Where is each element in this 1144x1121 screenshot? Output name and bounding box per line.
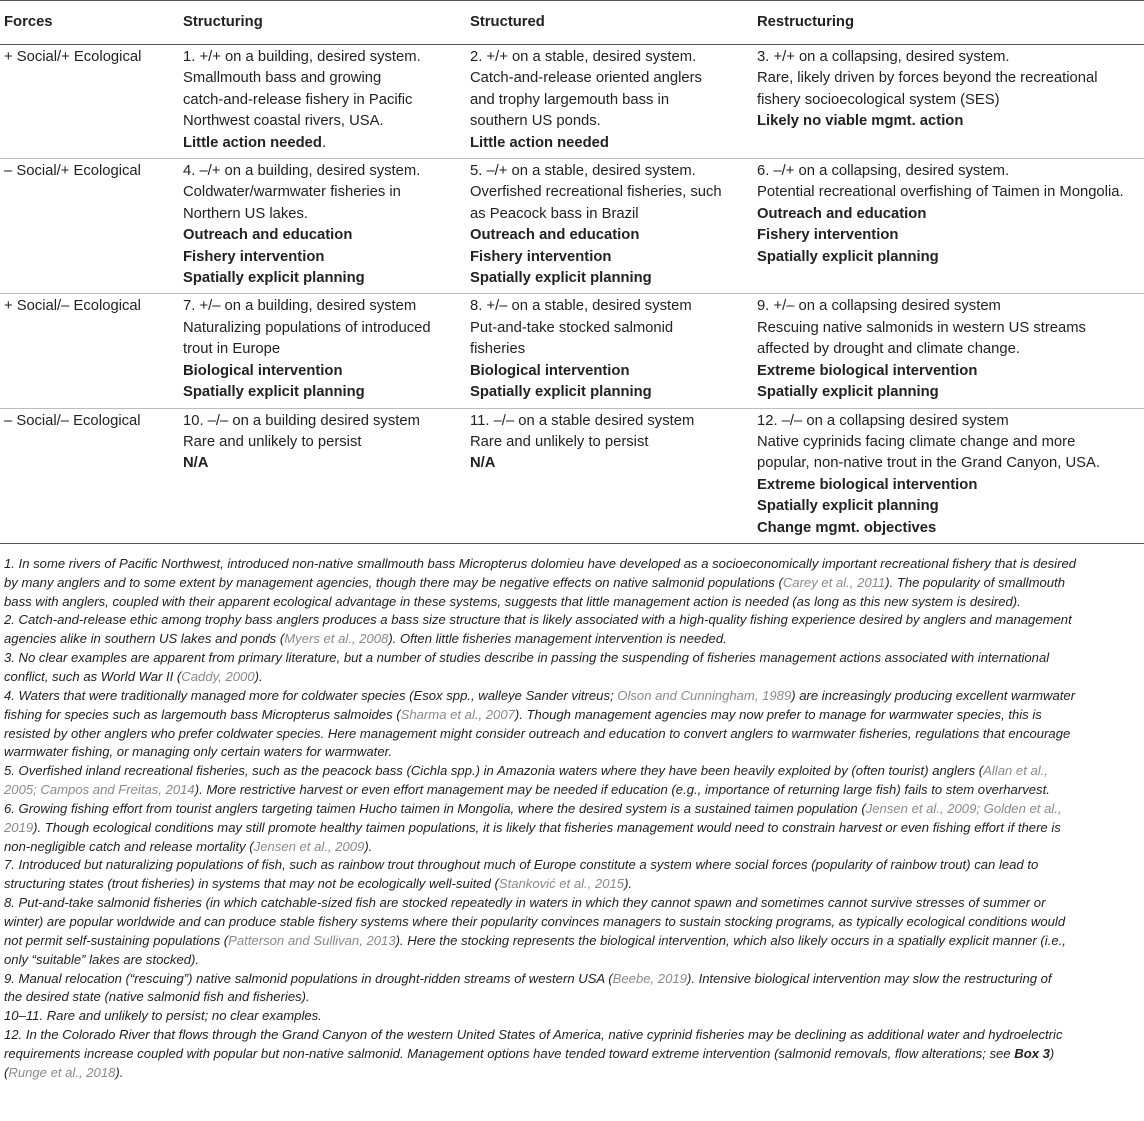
citation-link[interactable]: Olson and Cunningham, 1989 (617, 687, 792, 703)
management-action: Outreach and education (183, 227, 353, 244)
scenario-cell (183, 159, 470, 294)
scenario-text: 1. +/+ on a building, desired system. (183, 49, 421, 65)
header-forces: Forces (4, 13, 53, 30)
header-structuring: Structuring (183, 13, 263, 30)
scenario-text: 5. –/+ on a stable, desired system. (470, 163, 696, 180)
citation-link[interactable]: Allan et al., (983, 763, 1048, 779)
citation-link[interactable]: Sharma et al., 2007 (400, 706, 515, 722)
table-row (0, 294, 1144, 408)
scenario-text: as Peacock bass in Brazil (470, 205, 639, 222)
management-action: Outreach and education (757, 205, 927, 222)
scenario-cell (470, 408, 757, 543)
footnote: 8. Put-and-take salmonid fisheries (in which catchable-sized fish are stocked repeatedly in waters in which they cannot spawn and sometimes cannot survive stresses of summer or winter) are popular worldwide and can produce stable fishery systems where their popularity convinces managers to sustain stocking programs, as typically ecological conditions would not permit self-sustaining populations (Patterson and Sullivan, 2013). Here the stocking represents the biological intervention, which also likely occurs in a spatially explicit manner (i.e., only “suitable” lakes are stocked). (4, 895, 1066, 967)
scenario-text: 12. –/– on a collapsing desired system (757, 412, 1009, 429)
citation-link[interactable]: Stanković et al., 2015 (498, 876, 625, 892)
scenario-cell (183, 408, 470, 543)
scenario-text: Native cyprinids facing climate change and more (757, 433, 1076, 450)
scenario-cell (470, 45, 757, 159)
citation-link[interactable]: Jensen et al., 2009 (253, 838, 365, 854)
scenario-text: Northern US lakes. (183, 205, 309, 222)
scenario-text: Catch-and-release oriented anglers (470, 70, 702, 87)
management-action: Biological intervention (183, 362, 343, 379)
footnote: 12. In the Colorado River that flows through the Grand Canyon of the western United States of America, native cyprinid fisheries may be declining as additional water and hydroelectric requirements increase coupled with popular but non-native salmonid. Management options have tended toward extreme intervention (salmonid removals, flow alterations; see Box 3) (Runge et al., 2018). (4, 1027, 1063, 1080)
scenario-text: 9. +/– on a collapsing desired system (757, 298, 1001, 315)
management-action: Spatially explicit planning (183, 270, 365, 287)
management-action: Extreme biological intervention (757, 362, 978, 379)
management-action: N/A (183, 455, 209, 472)
scenario-text: Coldwater/warmwater fisheries in (183, 184, 401, 201)
scenario-cell (757, 408, 1144, 543)
management-action: N/A (470, 455, 496, 472)
citation-link[interactable]: Patterson and Sullivan, 2013 (228, 932, 396, 948)
management-action: Change mgmt. objectives (757, 519, 937, 536)
management-action: Little action needed (470, 134, 609, 151)
footnote: 3. No clear examples are apparent from primary literature, but a number of studies describe in passing the suspending of fisheries management actions associated with international conflict, such as World War II (Caddy, 2000). (4, 650, 1050, 684)
management-action: Little action needed (183, 134, 322, 151)
management-action: Spatially explicit planning (757, 248, 939, 265)
scenario-text: trout in Europe (183, 341, 281, 358)
scenario-text: southern US ponds. (470, 113, 601, 130)
scenario-text: Smallmouth bass and growing (183, 70, 382, 87)
management-action: Fishery intervention (183, 248, 325, 265)
management-action: Spatially explicit planning (470, 270, 652, 287)
citation-link[interactable]: Beebe, 2019 (612, 970, 687, 986)
footnote: 7. Introduced but naturalizing populations of fish, such as rainbow trout throughout much of Europe constitute a system where social forces (popularity of rainbow trout) can lead to structuring states (trout fisheries) in systems that may not be ecologically well-suited (Stanković et al., 2015). (4, 857, 1039, 892)
scenario-text: Naturalizing populations of introduced (183, 319, 431, 336)
management-action: Spatially explicit planning (183, 384, 365, 401)
management-action: Biological intervention (470, 362, 630, 379)
scenario-text: 2. +/+ on a stable, desired system. (470, 49, 697, 65)
management-action: Extreme biological intervention (757, 476, 978, 493)
force-label: + Social/+ Ecological (4, 49, 142, 65)
scenario-cell (470, 294, 757, 408)
scenario-text: popular, non-native trout in the Grand Canyon, USA. (757, 455, 1101, 472)
scenario-cell: 1. +/+ on a building, desired system. Smallmouth bass and growing catch-and-release fishery in Pacific Northwest coastal rivers, USA. Little action needed. (183, 45, 470, 159)
footnote: 2. Catch-and-release ethic among trophy bass anglers produces a bass size structure that is likely associated with a high-quality fishing experience desired by anglers and management agencies alike in southern US lakes and ponds (Myers et al., 2008). Often little fisheries management intervention is needed. (4, 612, 1072, 647)
citation-link[interactable]: 2019 (4, 819, 34, 835)
table-row (0, 408, 1144, 543)
scenario-text: affected by drought and climate change. (757, 341, 1020, 358)
scenario-cell (757, 294, 1144, 408)
scenario-text: 3. +/+ on a collapsing, desired system. (757, 49, 1010, 65)
scenario-text: fishery socioecological system (SES) (757, 91, 1000, 108)
footnote: 9. Manual relocation (“rescuing”) native salmonid populations in drought-ridden streams of western USA (Beebe, 2019). Intensive biological intervention may slow the restructuring of the desired state (native salmonid fish and fisheries). (4, 970, 1052, 1005)
scenario-text: Put-and-take stocked salmonid (470, 319, 674, 336)
force-label: – Social/+ Ecological (4, 163, 141, 180)
scenario-cell (757, 45, 1144, 159)
scenario-cell (757, 159, 1144, 294)
scenario-text: fisheries (470, 341, 526, 358)
management-action: Fishery intervention (470, 248, 612, 265)
scenario-cell (183, 294, 470, 408)
header-structured: Structured (470, 13, 545, 30)
scenario-text: catch-and-release fishery in Pacific (183, 91, 413, 108)
table-row (0, 45, 1144, 159)
management-action: Spatially explicit planning (470, 384, 652, 401)
management-action: Likely no viable mgmt. action (757, 113, 964, 130)
citation-link[interactable]: Jensen et al., 2009; Golden et al., (865, 800, 1062, 816)
scenario-text: 4. –/+ on a building, desired system. (183, 163, 421, 180)
citation-link[interactable]: Myers et al., 2008 (284, 631, 389, 647)
management-action: Outreach and education (470, 227, 640, 244)
management-action: Spatially explicit planning (757, 384, 939, 401)
scenario-text: 11. –/– on a stable desired system (470, 412, 695, 429)
citation-link[interactable]: Carey et al., 2011 (782, 574, 886, 590)
table-row (0, 159, 1144, 294)
citation-link[interactable]: 2005; Campos and Freitas, 2014 (4, 782, 195, 798)
scenario-text: Rare, likely driven by forces beyond the recreational (757, 70, 1098, 87)
scenario-text: 10. –/– on a building desired system (183, 412, 420, 429)
scenario-text: Overfished recreational fisheries, such (470, 184, 722, 201)
box-reference: Box 3 (1014, 1045, 1050, 1061)
scenario-text: 8. +/– on a stable, desired system (470, 298, 692, 315)
scenario-text: Rare and unlikely to persist (183, 433, 362, 450)
footnote: 1. In some rivers of Pacific Northwest, introduced non-native smallmouth bass Micropterus dolomieu have developed as a socioeconomically important recreational fishery that is desired by many anglers and to some extent by management agencies, though there may be negative effects on native salmonid populations (Carey et al., 2011). The popularity of smallmouth bass with anglers, coupled with their apparent ecological advantage in these systems, suggests that little management action is needed (as long as this new system is desired). (4, 555, 1077, 609)
footnote: 10–11. Rare and unlikely to persist; no clear examples. (4, 1008, 322, 1024)
citation-link[interactable]: Caddy, 2000 (181, 669, 255, 684)
citation-link[interactable]: Runge et al., 2018 (8, 1064, 116, 1080)
framework-table (0, 0, 1144, 544)
scenario-text: 7. +/– on a building, desired system (183, 298, 417, 315)
scenario-text: Potential recreational overfishing of Taimen in Mongolia. (757, 184, 1124, 201)
scenario-text: Rare and unlikely to persist (470, 433, 649, 450)
management-action: Fishery intervention (757, 227, 899, 244)
scenario-text: Rescuing native salmonids in western US streams (757, 319, 1086, 336)
force-label: + Social/– Ecological (4, 298, 141, 315)
footnote: 6. Growing fishing effort from tourist anglers targeting taimen Hucho taimen in Mongolia, where the desired system is a sustained taimen population (Jensen et al., 2009; Golden et al., 2019). Though ecological conditions may still promote healthy taimen populations, it is likely that fisheries management would need to constrain harvest or even fishing effort if there is non-negligible catch and release mortality (Jensen et al., 2009). (4, 800, 1062, 854)
scenario-cell (470, 159, 757, 294)
table-header-row (0, 1, 1144, 45)
footnote: 4. Waters that were traditionally managed more for coldwater species (Esox spp., walleye Sander vitreus; Olson and Cunningham, 1989) are increasingly producing excellent warmwater fishing for species such as largemouth bass Micropterus salmoides (Sharma et al., 2007). Though management agencies may now prefer to manage for warmwater species, this is resisted by other anglers who prefer coldwater species. Here management might consider outreach and education to convert anglers to warmwater fisheries, regulations that encourage warmwater fishing, or managing only certain waters for warmwater. (4, 687, 1076, 760)
footnote: 5. Overfished inland recreational fisheries, such as the peacock bass (Cichla spp.) in Amazonia waters where they have been heavily exploited by (often tourist) anglers (Allan et al., 2005; Campos and Freitas, 2014). More restrictive harvest or even effort management may be needed if education (e.g., importance of returning large fish) fails to stem overharvest. (4, 763, 1050, 798)
management-action: Spatially explicit planning (757, 498, 939, 515)
header-restructuring: Restructuring (757, 13, 855, 30)
table-footnotes (0, 555, 1144, 1083)
scenario-text: and trophy largemouth bass in (470, 91, 670, 108)
scenario-text: 6. –/+ on a collapsing, desired system. (757, 163, 1010, 180)
scenario-text: Northwest coastal rivers, USA. (183, 113, 384, 130)
force-label: – Social/– Ecological (4, 412, 141, 429)
